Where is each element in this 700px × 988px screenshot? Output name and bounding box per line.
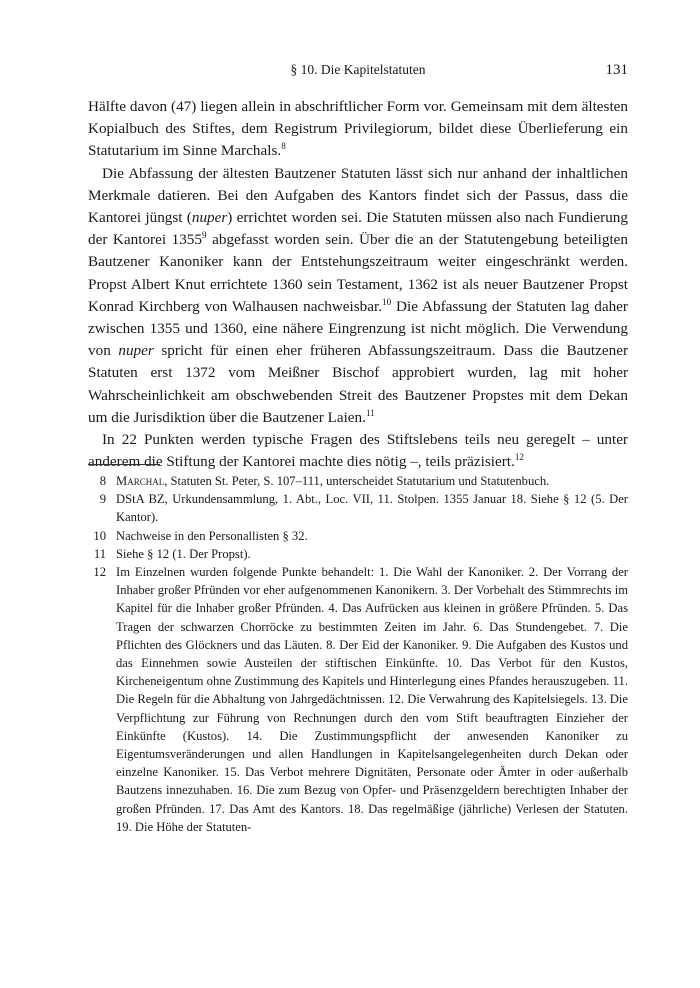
running-header (88, 62, 628, 82)
running-title: § 10. Die Kapitelstatuten (290, 62, 426, 77)
footnote-number: 12 (93, 565, 106, 580)
footnote-text: Im Einzelnen wurden folgende Punkte behandelt: 1. Die Wahl der Kanoniker. 2. Der Vorrang der Inhaber großer Pfründen vor eher aufgenommenen Kanonikern. 3. Der Vorbehalt des Stimmrechts im Kapitel für die Inhaber großer Pfründen. 4. Das Aufrücken aus kleinen in größere Pfründen. 5. Das Tragen der schwarzen Chorröcke zu bestimmten Zeiten im Jahr. 6. Das Stundengebet. 7. Die Pflichten des Glöckners und das Läuten. 8. Der Eid der Kanoniker. 9. Die Aufgaben des Kustos und das Einnehmen sowie Austeilen der stiftischen Einkünfte. 10. Das Verbot für den Kustos, Kircheneigentum ohne Zustimmung des Kapitels und Hinterlegung eines Pfandes herauszugeben. 11. Die Regeln für die Abhaltung von Jahrgedächtnissen. 12. Die Verwahrung des Kapitelsiegels. 13. Die Verpflichtung zur Führung von Rechnungen durch den vom Stift beauftragten Einzieher der Einkünfte (Kustos). 14. Die Zustimmungspflicht der anwesenden Kanoniker zu Eigentumsveränderungen und allen Handlungen in Kapitelsangelegenheiten durch Dekan oder einzelne Kanoniker. 15. Das Verbot mehrere Dignitäten, Personate oder Ämter in oder außerhalb Bautzens innezuhaben. 16. Die zum Bezug von Opfer- und Präsenzgeldern berechtigten Inhaber der großen Pfründen. 17. Das Amt des Kantors. 18. Das regelmäßige (jährliche) Verlesen der Statuten. 19. Die Höhe der Statuten- (116, 565, 628, 834)
latin-term: nuper (118, 342, 154, 360)
footnote-ref-12: 12 (514, 452, 524, 463)
footnote-text: Siehe § 12 (1. Der Propst). (116, 546, 251, 561)
paragraph-3 (88, 429, 628, 473)
main-text (88, 96, 628, 473)
footnote-divider (88, 464, 160, 465)
footnote-text: Nachweise in den Personallisten § 32. (116, 528, 308, 543)
footnote-ref-8: 8 (281, 141, 286, 152)
footnote (88, 490, 628, 526)
footnote-number: 10 (93, 528, 106, 543)
footnote (88, 527, 628, 545)
paragraph-text: Hälfte davon (47) liegen allein in abschriftlicher Form vor. Gemeinsam mit dem ältesten Kopialbuch des Stiftes, dem Registrum Privilegiorum, bildet diese Überlieferung ein Statutarium im Sinne Marchals. (88, 98, 628, 160)
footnotes (88, 472, 628, 836)
latin-term: nuper (191, 209, 228, 227)
paragraph-2 (88, 163, 628, 429)
footnote (88, 545, 628, 563)
paragraph-text: In 22 Punkten werden typische Fragen des Stiftslebens teils neu geregelt – unter anderem die Stiftung der Kantorei machte dies nötig –, teils präzisiert. (88, 431, 628, 471)
paragraph-text: spricht für einen eher früheren Abfassungszeitraum. Dass die Bautzener Statuten erst 1372 vom Meißner Bischof approbiert wurden, lag mit hoher Wahrscheinlichkeit am obschwebenden Streit des Bautzener Propstes mit dem Dekan um die Jurisdiktion über die Bautzener Laien. (88, 342, 629, 426)
footnote-text: , Statuten St. Peter, S. 107–111, unterscheidet Statutarium und Statutenbuch. (164, 474, 550, 488)
footnote (88, 563, 628, 836)
paragraph-text: ) errichtet worden sei. Die Statuten müssen also nach Fundierung der Kantorei 1355 (88, 209, 628, 249)
footnote (88, 472, 628, 490)
footnote-number: 9 (99, 492, 106, 507)
footnote-ref-11: 11 (365, 407, 375, 418)
footnote-ref-10: 10 (382, 296, 392, 307)
paragraph-text: abgefasst worden sein. Über die an der Statutengebung beteiligten Bautzener Kanoniker kann der Entstehungszeitraum weiter eingeschränkt werden. Propst Albert Knut errichtete 1360 sein Testament, 1362 ist als neuer Bautzener Propst Konrad Kirchberg von Walhausen nachweisbar. (88, 231, 629, 315)
paragraph-text: Die Abfassung der Statuten lag daher zwischen 1355 und 1360, eine nähere Eingrenzung ist nicht möglich. Die Verwendung von (88, 297, 628, 360)
paragraph-1 (88, 96, 628, 163)
footnote-author: Marchal (116, 474, 165, 488)
footnote-number: 8 (99, 474, 106, 488)
footnote-ref-9: 9 (202, 230, 207, 241)
footnote-number: 11 (93, 546, 106, 561)
footnote-text: DStA BZ, Urkundensammlung, 1. Abt., Loc. VII, 11. Stolpen. 1355 Januar 18. Siehe § 12 (5. Der Kantor). (116, 492, 628, 525)
page-number: 131 (605, 62, 628, 78)
paragraph-text: Die Abfassung der ältesten Bautzener Statuten lässt sich nur anhand der inhaltlichen Merkmale datieren. Bei den Aufgaben des Kantors findet sich der Passus, dass die Kantorei jüngst ( (88, 164, 628, 227)
